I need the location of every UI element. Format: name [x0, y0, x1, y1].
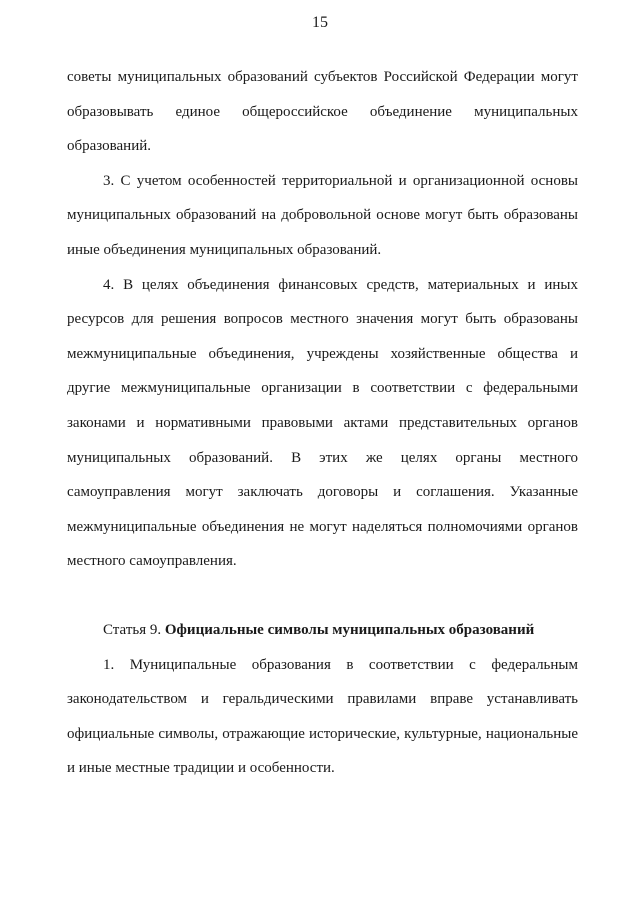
paragraph-item-4: 4. В целях объединения финансовых средств, материальных и иных ресурсов для решения вопросов местного значения могут быть образованы межмуниципальные объединения, учреждены хозяйственные общества и другие межмуниципальные организации в соответствии с федеральными законами и нормативными правовыми актами представительных органов муниципальных образований. В этих же целях органы местного самоуправления могут заключать договоры и соглашения. Указанные межмуниципальные объединения не могут наделяться полномочиями органов местного самоуправления.: [67, 276, 578, 570]
document-body: [67, 60, 578, 786]
article-heading: [67, 613, 578, 648]
article-title: Официальные символы муниципальных образований: [164, 621, 535, 638]
paragraph-continuation: советы муниципальных образований субъектов Российской Федерации могут образовывать единое общероссийское объединение муниципальных образований.: [67, 69, 578, 155]
paragraph-item-3: 3. С учетом особенностей территориальной и организационной основы муниципальных образований на добровольной основе могут быть образованы иные объединения муниципальных образований.: [67, 172, 578, 258]
article-prefix: Статья 9.: [103, 621, 162, 638]
paragraph-article-9-item-1: 1. Муниципальные образования в соответствии с федеральным законодательством и геральдическими правилами вправе устанавливать официальные символы, отражающие исторические, культурные, национальные и иные местные традиции и особенности.: [67, 656, 578, 777]
page-number: 15: [312, 14, 328, 31]
